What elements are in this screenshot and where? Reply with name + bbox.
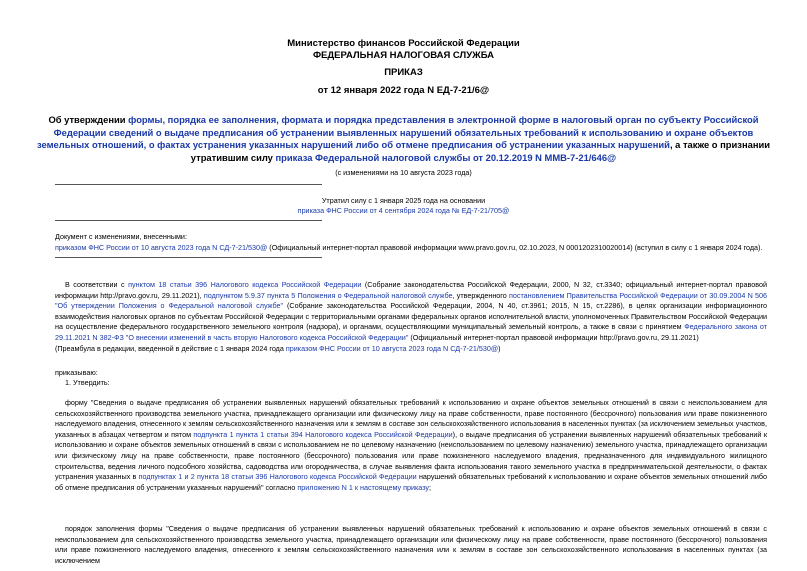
form-link-article-394[interactable]: подпункта 1 пункта 1 статьи 394 Налогового кодекса Российской Федерации bbox=[193, 429, 453, 439]
divider bbox=[55, 257, 322, 258]
amendment-details: (Официальный интернет-портал правовой информации www.pravo.gov.ru, 02.10.2023, N 0001202310020014) (вступил в силу с 1 января 2024 года). bbox=[267, 243, 763, 252]
title-link-order[interactable]: приказа Федеральной налоговой службы от 20.12.2019 N ММВ-7-21/646@ bbox=[275, 151, 617, 163]
form-text: форму "Сведения о выдаче предписания об устранении выявленных нарушений обязательных требований к использованию и охране объектов земельных отношений в связи с неиспользованием для сельскохозяйственного производства земельного участка, принадлежащего организации или физическому лицу на праве собственности, праве постоянного (бессрочного) пользования или праве пожизненного наследуемого владения, отнесенного к землям сельскохозяйственного назначения или к землям в составе зон сельскохозяйственного использования в населенных пунктах (за исключением земельных участков, указанных в абзацах четвертом и пятом bbox=[55, 398, 767, 439]
form-paragraph bbox=[55, 398, 767, 493]
doc-type: ПРИКАЗ bbox=[384, 67, 423, 78]
preamble-link-federal-law[interactable]: Федерального закона от 29.11.2021 N 382-ФЗ "О внесении изменений в часть вторую Налогового кодекса Российской Федерации" bbox=[55, 322, 767, 342]
title-middle: , а также о признании утратившим силу bbox=[190, 139, 771, 163]
title-link-form[interactable]: формы, порядка ее заполнения, формата и порядка представления в электронной форме в налоговый орган по субъекту Российской Федерации сведений о выдаче предписания об устранении выявленных нарушений обязательных требований к использованию и охране объектов земельных отношений, о фактах устранения указанных нарушений либо об отмене предписания об устранении указанных нарушений bbox=[36, 114, 759, 150]
document-title bbox=[36, 114, 771, 164]
form-link-article-396[interactable]: подпунктах 1 и 2 пункта 18 статьи 396 Налогового кодекса Российской Федерации bbox=[138, 472, 417, 482]
amendments-label: Документ с изменениями, внесенными: bbox=[55, 232, 187, 241]
doc-date: от 12 января 2022 года N ЕД-7-21/6@ bbox=[317, 85, 490, 96]
ministry-name: Министерство финансов Российской Федерации bbox=[287, 38, 520, 49]
preamble-text: В соответствии с bbox=[65, 280, 129, 289]
preamble-edition-note bbox=[55, 344, 501, 354]
note-text: (Преамбула в редакции, введенной в действие с 1 января 2024 года bbox=[55, 344, 286, 353]
form-text: ; bbox=[429, 482, 432, 492]
amendment-link[interactable]: приказом ФНС России от 10 августа 2023 года N СД-7-21/530@ bbox=[55, 243, 268, 252]
divider bbox=[55, 184, 322, 185]
title-prefix: Об утверждении bbox=[48, 114, 129, 125]
form-text: нарушений обязательных требований к использованию и охране объектов земельных отношений либо об отмене предписания об устранении указанных нарушений" согласно bbox=[55, 472, 767, 492]
lost-force-line: Утратил силу с 1 января 2025 года на основании bbox=[321, 196, 486, 205]
approve-item: 1. Утвердить: bbox=[65, 378, 110, 387]
preamble-link-tax-code[interactable]: пунктом 18 статьи 396 Налогового кодекса Российской Федерации bbox=[128, 280, 362, 289]
preamble-text: (Официальный интернет-портал правовой информации http://pravo.gov.ru, 29.11.2021) bbox=[408, 332, 699, 342]
form-link-appendix-1[interactable]: приложению N 1 к настоящему приказу bbox=[297, 482, 430, 492]
procedure-paragraph: порядок заполнения формы "Сведения о выдаче предписания об устранении выявленных нарушений обязательных требований к использованию и охране объектов земельных отношений в связи с неиспользованием для сельскохозяйственного производства земельного участка, принадлежащего организации или физическому лицу на праве собственности, праве постоянного (бессрочного) пользования или праве пожизненного наследуемого владения, отнесенного к землям сельскохозяйственного назначения или к землям в составе зон сельскохозяйственного использования в населенных пунктах (за исключением bbox=[55, 524, 767, 565]
divider bbox=[55, 220, 322, 221]
preamble-paragraph bbox=[55, 280, 767, 344]
form-text: ), о выдаче предписания об устранении выявленных нарушений обязательных требований к использованию и охране объектов земельных отношений в связи с использованием не по целевому назначению (неиспользованием по целевому назначению) земельного участка, принадлежащего организации или физическому лицу на праве собственности, праве постоянного (бессрочного) пользования или праве пожизненного наследуемого владения, предназначенного для индивидуального жилищного строительства, ведения личного подсобного хозяйства, садоводства или огородничества, в случае выявления факта использования такого земельного участка в предпринимательской деятельности, о фактах устранения указанных в bbox=[55, 429, 767, 482]
preamble-text: (Собрание законодательства Российской Федерации, 2000, N 32, ст.3340; официальный интернет-портал правовой информации http://pravo.gov.ru, 29.11.2021), bbox=[55, 280, 768, 300]
preamble-link-regulation[interactable]: подпунктом 5.9.37 пункта 5 Положения о Федеральной налоговой службе bbox=[203, 290, 453, 300]
service-name: ФЕДЕРАЛЬНАЯ НАЛОГОВАЯ СЛУЖБА bbox=[312, 50, 495, 61]
note-text: ) bbox=[498, 344, 501, 353]
preamble-note-link[interactable]: приказом ФНС России от 10 августа 2023 года N СД-7-21/530@ bbox=[285, 344, 499, 353]
changes-note: (с изменениями на 10 августа 2023 года) bbox=[335, 168, 472, 177]
preamble-link-resolution[interactable]: постановлением Правительства Российской Федерации от 30.09.2004 N 506 "Об утверждении Положения о Федеральной налоговой службе" bbox=[55, 290, 767, 311]
lost-force-link-line bbox=[0, 206, 807, 215]
lost-force-link[interactable]: приказа ФНС России от 4 сентября 2024 года № ЕД-7-21/705@ bbox=[297, 206, 510, 215]
preamble-text: (Собрание законодательства Российской Федерации, 2004, N 40, ст.3961; 2015, N 15, ст.2286), в целях организации информационного взаимодействия налоговых органов по субъектам Российской Федерации с территориальными органами федеральных органов исполнительной власти, уполномоченных Правительством Российской Федерации на осуществление федерального государственного земельного контроля (надзора), и органами, осуществляющими муниципальный земельный контроль, а также в связи с принятием bbox=[55, 301, 767, 332]
order-word: приказываю: bbox=[55, 368, 98, 377]
preamble-text: , утвержденного bbox=[452, 290, 509, 300]
amendments-entry bbox=[55, 243, 775, 253]
